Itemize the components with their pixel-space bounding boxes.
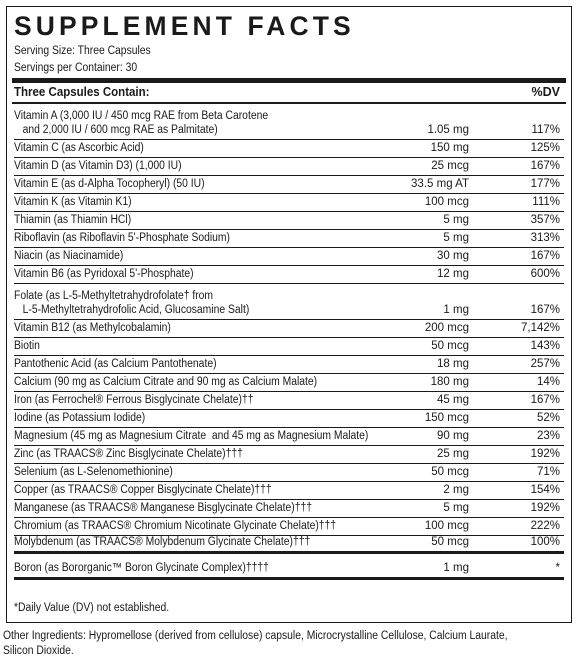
nutrient-amount: 25 mg [437, 447, 469, 460]
nutrient-amount: 5 mg [443, 213, 469, 226]
nutrient-row [14, 392, 564, 410]
header-dv: %DV [531, 85, 560, 99]
nutrient-name: Niacin (as Niacinamide) [14, 249, 124, 262]
nutrient-daily-value: 14% [536, 375, 560, 388]
nutrient-name: Chromium (as TRAACS® Chromium Nicotinate Glycinate Chelate)††† [14, 519, 337, 532]
nutrient-daily-value: 52% [536, 411, 560, 424]
nutrient-row [14, 230, 564, 248]
footnote: *Daily Value (DV) not established. [14, 602, 170, 614]
nutrient-row [14, 428, 564, 446]
nutrient-amount: 180 mg [430, 375, 469, 388]
nutrient-name: Pantothenic Acid (as Calcium Pantothenate) [14, 357, 217, 370]
nutrient-amount: 30 mg [437, 249, 469, 262]
nutrient-amount: 150 mg [430, 141, 469, 154]
nutrient-row [14, 518, 564, 536]
serving-size: Serving Size: Three Capsules [14, 45, 151, 57]
nutrient-daily-value: 192% [530, 447, 560, 460]
nutrient-name: Vitamin B12 (as Methylcobalamin) [14, 321, 171, 334]
nutrient-row [14, 266, 564, 284]
nutrient-row [14, 536, 564, 554]
nutrient-amount: 5 mg [443, 231, 469, 244]
nutrient-row [14, 356, 564, 374]
nutrient-name: Thiamin (as Thiamin HCl) [14, 213, 132, 226]
nutrient-row [14, 176, 564, 194]
table-header [14, 85, 564, 102]
nutrient-name: Magnesium (45 mg as Magnesium Citrate and 45 mg as Magnesium Malate) [14, 429, 369, 442]
nutrient-daily-value: * [555, 561, 560, 574]
nutrient-name: Manganese (as TRAACS® Manganese Bisglycinate Chelate)††† [14, 501, 312, 514]
nutrient-row [14, 104, 564, 140]
nutrient-daily-value: 222% [530, 519, 560, 532]
nutrient-amount: 90 mg [437, 429, 469, 442]
nutrient-name: Calcium (90 mg as Calcium Citrate and 90 mg as Calcium Malate) [14, 375, 318, 388]
panel-title: SUPPLEMENT FACTS [14, 11, 355, 41]
nutrient-row [14, 374, 564, 392]
nutrient-name: Selenium (as L-Selenomethionine) [14, 465, 173, 478]
thick-divider [12, 78, 566, 83]
nutrient-name: Vitamin D (as Vitamin D3) (1,000 IU) [14, 159, 182, 172]
nutrient-amount: 1 mg [443, 303, 469, 316]
nutrient-name: Iron (as Ferrochel® Ferrous Bisglycinate Chelate)†† [14, 393, 254, 406]
nutrient-row [14, 158, 564, 176]
nutrient-row [14, 560, 564, 580]
nutrient-row [14, 140, 564, 158]
nutrient-daily-value: 600% [530, 267, 560, 280]
supplement-facts-panel [6, 6, 572, 623]
other-ingredients: Other Ingredients: Hypromellose (derived from cellulose) capsule, Microcrystalline Cellulose, Calcium Laurate, Silicon Dioxide. [3, 630, 508, 657]
nutrient-daily-value: 313% [530, 231, 560, 244]
nutrient-amount: 50 mcg [431, 535, 469, 548]
nutrient-daily-value: 23% [536, 429, 560, 442]
nutrient-amount: 50 mcg [431, 339, 469, 352]
nutrient-daily-value: 257% [530, 357, 560, 370]
nutrient-name: Iodine (as Potassium Iodide) [14, 411, 146, 424]
nutrient-amount: 5 mg [443, 501, 469, 514]
nutrient-row [14, 410, 564, 428]
nutrient-amount: 100 mcg [424, 195, 469, 208]
nutrient-row [14, 320, 564, 338]
nutrient-daily-value: 167% [530, 393, 560, 406]
nutrient-name: Vitamin K (as Vitamin K1) [14, 195, 132, 208]
nutrient-row [14, 446, 564, 464]
nutrient-daily-value: 100% [530, 535, 560, 548]
nutrient-daily-value: 167% [530, 249, 560, 262]
nutrient-amount: 200 mcg [424, 321, 469, 334]
nutrient-row [14, 464, 564, 482]
nutrient-amount: 50 mcg [431, 465, 469, 478]
nutrient-daily-value: 143% [530, 339, 560, 352]
nutrient-daily-value: 111% [532, 195, 560, 208]
nutrient-name: Vitamin E (as d-Alpha Tocopheryl) (50 IU) [14, 177, 205, 190]
nutrient-amount: 1.05 mg [427, 123, 469, 136]
nutrient-daily-value: 117% [531, 123, 560, 136]
nutrient-name: Boron (as Bororganic™ Boron Glycinate Complex)†††† [14, 561, 269, 574]
nutrient-amount: 25 mcg [431, 159, 469, 172]
nutrient-name: Copper (as TRAACS® Copper Bisglycinate Chelate)††† [14, 483, 272, 496]
nutrient-daily-value: 167% [530, 303, 560, 316]
header-label: Three Capsules Contain: [14, 85, 150, 99]
nutrient-name: Biotin [14, 339, 40, 352]
nutrient-name: Vitamin B6 (as Pyridoxal 5'-Phosphate) [14, 267, 194, 280]
nutrient-amount: 18 mg [437, 357, 469, 370]
nutrient-amount: 100 mcg [424, 519, 469, 532]
nutrient-row [14, 248, 564, 266]
nutrient-row [14, 500, 564, 518]
nutrient-daily-value: 192% [530, 501, 560, 514]
nutrient-amount: 1 mg [443, 561, 469, 574]
nutrient-daily-value: 154% [530, 483, 560, 496]
nutrient-amount: 150 mcg [424, 411, 469, 424]
nutrient-row [14, 194, 564, 212]
nutrient-name: Molybdenum (as TRAACS® Molybdenum Glycinate Chelate)††† [14, 535, 311, 548]
nutrient-row [14, 482, 564, 500]
nutrient-name: Folate (as L-5-Methyltetrahydrofolate† from L-5-Methyltetrahydrofolic Acid, Glucosamine Salt) [14, 290, 250, 316]
nutrient-name: Zinc (as TRAACS® Zinc Bisglycinate Chelate)††† [14, 447, 243, 460]
nutrient-amount: 12 mg [437, 267, 469, 280]
nutrient-name: Vitamin A (3,000 IU / 450 mcg RAE from Beta Carotene and 2,000 IU / 600 mcg RAE as Palmitate) [14, 110, 269, 136]
nutrient-row [14, 212, 564, 230]
servings-per-container: Servings per Container: 30 [14, 62, 138, 74]
nutrient-name: Riboflavin (as Riboflavin 5'-Phosphate Sodium) [14, 231, 230, 244]
nutrient-amount: 2 mg [443, 483, 469, 496]
nutrient-daily-value: 167% [530, 159, 560, 172]
nutrient-daily-value: 357% [530, 213, 560, 226]
nutrient-row [14, 284, 564, 320]
nutrient-row [14, 338, 564, 356]
nutrient-daily-value: 7,142% [520, 321, 560, 334]
nutrient-daily-value: 125% [530, 141, 560, 154]
nutrient-daily-value: 71% [536, 465, 560, 478]
nutrient-daily-value: 177% [530, 177, 560, 190]
nutrient-amount: 45 mg [437, 393, 469, 406]
nutrient-amount: 33.5 mg AT [411, 177, 469, 190]
nutrient-name: Vitamin C (as Ascorbic Acid) [14, 141, 144, 154]
